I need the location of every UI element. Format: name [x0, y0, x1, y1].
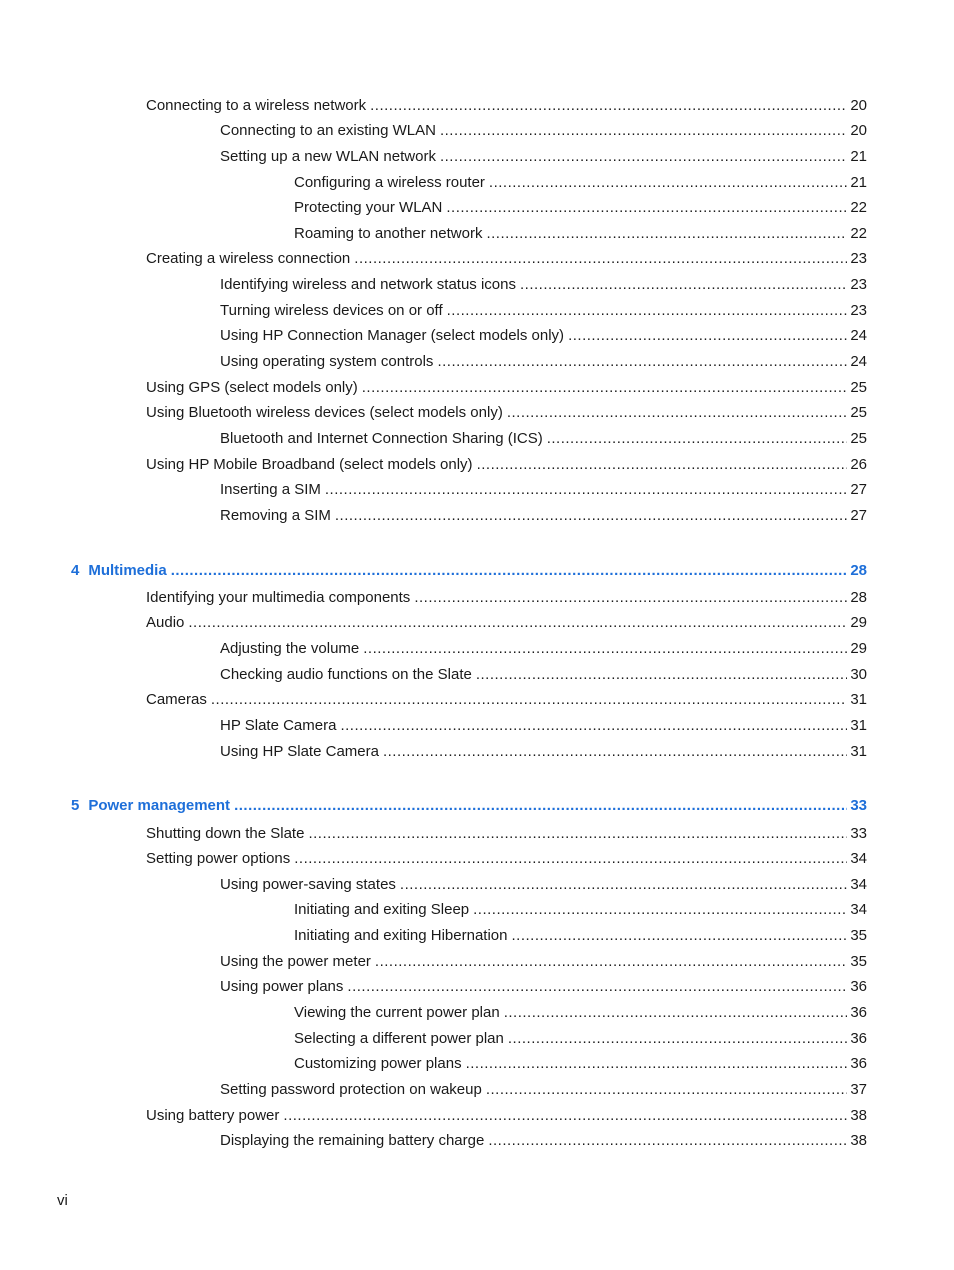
toc-entry[interactable] [220, 429, 867, 449]
dot-leader [294, 849, 847, 869]
toc-entry-title [146, 403, 507, 423]
toc-entry[interactable] [294, 926, 867, 946]
toc-title-text: Shutting down the Slate [146, 825, 305, 842]
toc-entry-title [220, 121, 440, 141]
toc-page-number: 31 [850, 691, 867, 708]
toc-title-text: Using operating system controls [220, 353, 434, 370]
toc-entry[interactable] [220, 121, 867, 141]
dot-leader [477, 455, 848, 475]
toc-entry-title [220, 977, 347, 997]
dot-leader [211, 690, 847, 710]
toc-page-number: 38 [850, 1132, 867, 1149]
toc-page-number: 23 [850, 276, 867, 293]
dot-leader [171, 561, 848, 581]
toc-entry[interactable] [220, 352, 867, 372]
toc-page-number: 36 [850, 1004, 867, 1021]
toc-entry[interactable] [146, 1106, 867, 1126]
toc-title-text: Setting password protection on wakeup [220, 1081, 482, 1098]
dot-leader [440, 147, 847, 167]
dot-leader [383, 742, 847, 762]
toc-title-text: Using power-saving states [220, 876, 396, 893]
page-number: vi [57, 1192, 68, 1209]
toc-page-number: 21 [850, 148, 867, 165]
toc-entry[interactable] [220, 716, 867, 736]
toc-title-text: Viewing the current power plan [294, 1004, 500, 1021]
dot-leader [325, 480, 847, 500]
toc-title-text: HP Slate Camera [220, 717, 337, 734]
toc-entry[interactable] [294, 173, 867, 193]
toc-entry[interactable] [294, 198, 867, 218]
toc-page-number: 36 [850, 978, 867, 995]
toc-title-text: Creating a wireless connection [146, 250, 351, 267]
toc-entry[interactable] [220, 301, 867, 321]
toc-title-text: Turning wireless devices on or off [220, 302, 443, 319]
toc-title-text: Using the power meter [220, 953, 371, 970]
toc-entry[interactable] [220, 1131, 867, 1151]
toc-entry-title [146, 613, 188, 633]
toc-page-number: 23 [850, 302, 867, 319]
toc-entry-title [294, 1054, 466, 1074]
toc-entry[interactable] [220, 952, 867, 972]
toc-title-text: Audio [146, 614, 185, 631]
dot-leader [414, 588, 847, 608]
toc-page-number: 31 [850, 717, 867, 734]
toc-entry-title [71, 796, 234, 816]
toc-page-number: 20 [850, 97, 867, 114]
toc-entry[interactable] [294, 900, 867, 920]
dot-leader [437, 352, 847, 372]
dot-leader [400, 875, 847, 895]
toc-entry[interactable] [146, 455, 867, 475]
toc-page-number: 35 [850, 927, 867, 944]
toc-page-number: 20 [850, 122, 867, 139]
toc-entry-title [294, 1029, 508, 1049]
toc-entry-title [220, 352, 437, 372]
toc-page-number: 38 [850, 1107, 867, 1124]
dot-leader [283, 1106, 847, 1126]
toc-entry[interactable] [294, 1054, 867, 1074]
toc-page-number: 31 [850, 743, 867, 760]
toc-entry-title [220, 1131, 488, 1151]
toc-chapter[interactable] [71, 561, 867, 581]
toc-entry[interactable] [220, 875, 867, 895]
toc-entry-title [146, 378, 362, 398]
toc-entry[interactable] [220, 1080, 867, 1100]
toc-title-text: Connecting to an existing WLAN [220, 122, 436, 139]
toc-title-text: Inserting a SIM [220, 481, 321, 498]
toc-page-number: 36 [850, 1055, 867, 1072]
toc-page-number: 34 [850, 901, 867, 918]
chapter-number: 4 [71, 562, 80, 579]
toc-page-number: 29 [850, 640, 867, 657]
dot-leader [347, 977, 847, 997]
toc-page-number: 26 [850, 456, 867, 473]
toc-entry[interactable] [220, 326, 867, 346]
toc-title-text: Using Bluetooth wireless devices (select models only) [146, 404, 503, 421]
dot-leader [466, 1054, 848, 1074]
dot-leader [568, 326, 847, 346]
toc-page-number: 25 [850, 430, 867, 447]
dot-leader [354, 249, 847, 269]
toc-page-number: 21 [850, 174, 867, 191]
toc-page-number: 27 [850, 507, 867, 524]
dot-leader [370, 96, 847, 116]
toc-title-text: Multimedia [88, 562, 167, 579]
toc-entry-title [294, 224, 486, 244]
toc-entry-title [220, 716, 340, 736]
dot-leader [440, 121, 847, 141]
dot-leader [486, 1080, 847, 1100]
toc-title-text: Initiating and exiting Hibernation [294, 927, 508, 944]
toc-entry[interactable] [146, 690, 867, 710]
toc-title-text: Setting up a new WLAN network [220, 148, 436, 165]
toc-title-text: Roaming to another network [294, 225, 483, 242]
toc-entry-title [220, 326, 568, 346]
toc-title-text: Power management [88, 797, 231, 814]
toc-title-text: Using GPS (select models only) [146, 379, 358, 396]
toc-title-text: Bluetooth and Internet Connection Sharing (ICS) [220, 430, 543, 447]
toc-entry-title [220, 639, 363, 659]
toc-title-text: Using HP Connection Manager (select models only) [220, 327, 565, 344]
toc-page-number: 24 [850, 327, 867, 344]
toc-entry-title [220, 665, 476, 685]
dot-leader [476, 665, 847, 685]
toc-chapter[interactable] [71, 796, 867, 816]
toc-title-text: Cameras [146, 691, 207, 708]
toc-entry-title [220, 1080, 486, 1100]
toc-entry-title [220, 952, 375, 972]
toc-page-number: 36 [850, 1030, 867, 1047]
toc-page-number: 23 [850, 250, 867, 267]
dot-leader [188, 613, 847, 633]
dot-leader [375, 952, 847, 972]
toc-page-number: 30 [850, 666, 867, 683]
toc-entry-title [146, 455, 477, 475]
toc-entry[interactable] [220, 480, 867, 500]
toc-title-text: Adjusting the volume [220, 640, 360, 657]
toc-entry-title [146, 588, 414, 608]
toc-entry[interactable] [294, 1029, 867, 1049]
toc-entry[interactable] [220, 506, 867, 526]
toc-entry-title [146, 690, 211, 710]
toc-entry-title [294, 926, 511, 946]
toc-title-text: Selecting a different power plan [294, 1030, 504, 1047]
toc-page-number: 35 [850, 953, 867, 970]
toc-entry[interactable] [146, 613, 867, 633]
toc-entry[interactable] [294, 1003, 867, 1023]
toc-entry[interactable] [146, 249, 867, 269]
toc-page-number: 25 [850, 379, 867, 396]
toc-entry-title [71, 561, 171, 581]
toc-title-text: Setting power options [146, 850, 291, 867]
toc-entry[interactable] [294, 224, 867, 244]
toc-entry[interactable] [220, 977, 867, 997]
toc-title-text: Customizing power plans [294, 1055, 462, 1072]
toc-entry-title [294, 1003, 504, 1023]
toc-page-number: 33 [850, 825, 867, 842]
toc-entry[interactable] [220, 665, 867, 685]
toc-title-text: Displaying the remaining battery charge [220, 1132, 485, 1149]
dot-leader [486, 224, 847, 244]
toc-entry-title [146, 849, 294, 869]
dot-leader [362, 378, 848, 398]
toc-entry-title [294, 198, 446, 218]
toc-title-text: Initiating and exiting Sleep [294, 901, 470, 918]
toc-entry-title [220, 480, 325, 500]
toc-title-text: Using power plans [220, 978, 344, 995]
toc-entry[interactable] [220, 275, 867, 295]
dot-leader [447, 301, 848, 321]
toc-entry-title [146, 1106, 283, 1126]
toc-entry[interactable] [220, 147, 867, 167]
toc-page-number: 24 [850, 353, 867, 370]
toc-title-text: Using battery power [146, 1107, 280, 1124]
toc-page-number: 29 [850, 614, 867, 631]
toc-title-text: Using HP Slate Camera [220, 743, 379, 760]
toc-entry-title [146, 249, 354, 269]
toc-page-number: 27 [850, 481, 867, 498]
toc-page-number: 34 [850, 850, 867, 867]
dot-leader [488, 1131, 847, 1151]
toc-title-text: Removing a SIM [220, 507, 331, 524]
toc-entry-title [220, 506, 335, 526]
toc-title-text: Configuring a wireless router [294, 174, 485, 191]
toc-title-text: Protecting your WLAN [294, 199, 443, 216]
toc-entry-title [220, 875, 400, 895]
dot-leader [363, 639, 847, 659]
toc-page-number: 28 [850, 589, 867, 606]
toc-title-text: Using HP Mobile Broadband (select models only) [146, 456, 473, 473]
toc-entry[interactable] [146, 588, 867, 608]
dot-leader [520, 275, 847, 295]
toc-entry-title [146, 824, 308, 844]
dot-leader [446, 198, 847, 218]
dot-leader [511, 926, 847, 946]
dot-leader [340, 716, 847, 736]
dot-leader [473, 900, 847, 920]
toc-page-number: 22 [850, 199, 867, 216]
toc-entry[interactable] [146, 849, 867, 869]
toc-entry-title [220, 147, 440, 167]
toc-entry[interactable] [146, 403, 867, 423]
toc-title-text: Checking audio functions on the Slate [220, 666, 472, 683]
dot-leader [547, 429, 848, 449]
toc-title-text: Identifying your multimedia components [146, 589, 411, 606]
toc-entry-title [294, 173, 489, 193]
dot-leader [507, 403, 847, 423]
toc-entry-title [146, 96, 370, 116]
toc-entry-title [220, 275, 520, 295]
toc-entry[interactable] [220, 639, 867, 659]
toc-page-number: 25 [850, 404, 867, 421]
toc-entry[interactable] [220, 742, 867, 762]
toc-page-number: 22 [850, 225, 867, 242]
toc-entry-title [220, 301, 447, 321]
toc-entry-title [294, 900, 473, 920]
dot-leader [234, 796, 847, 816]
toc-title-text: Identifying wireless and network status icons [220, 276, 516, 293]
toc-page-number: 34 [850, 876, 867, 893]
toc-page-number: 33 [850, 797, 867, 814]
dot-leader [508, 1029, 847, 1049]
toc-entry[interactable] [146, 96, 867, 116]
toc-page-number: 37 [850, 1081, 867, 1098]
dot-leader [489, 173, 847, 193]
toc-entry-title [220, 429, 547, 449]
chapter-number: 5 [71, 797, 80, 814]
dot-leader [335, 506, 847, 526]
dot-leader [504, 1003, 848, 1023]
toc-entry-title [220, 742, 383, 762]
toc-title-text: Connecting to a wireless network [146, 97, 367, 114]
toc-page-number: 28 [850, 562, 867, 579]
toc-entry[interactable] [146, 824, 867, 844]
toc-entry[interactable] [146, 378, 867, 398]
dot-leader [308, 824, 847, 844]
